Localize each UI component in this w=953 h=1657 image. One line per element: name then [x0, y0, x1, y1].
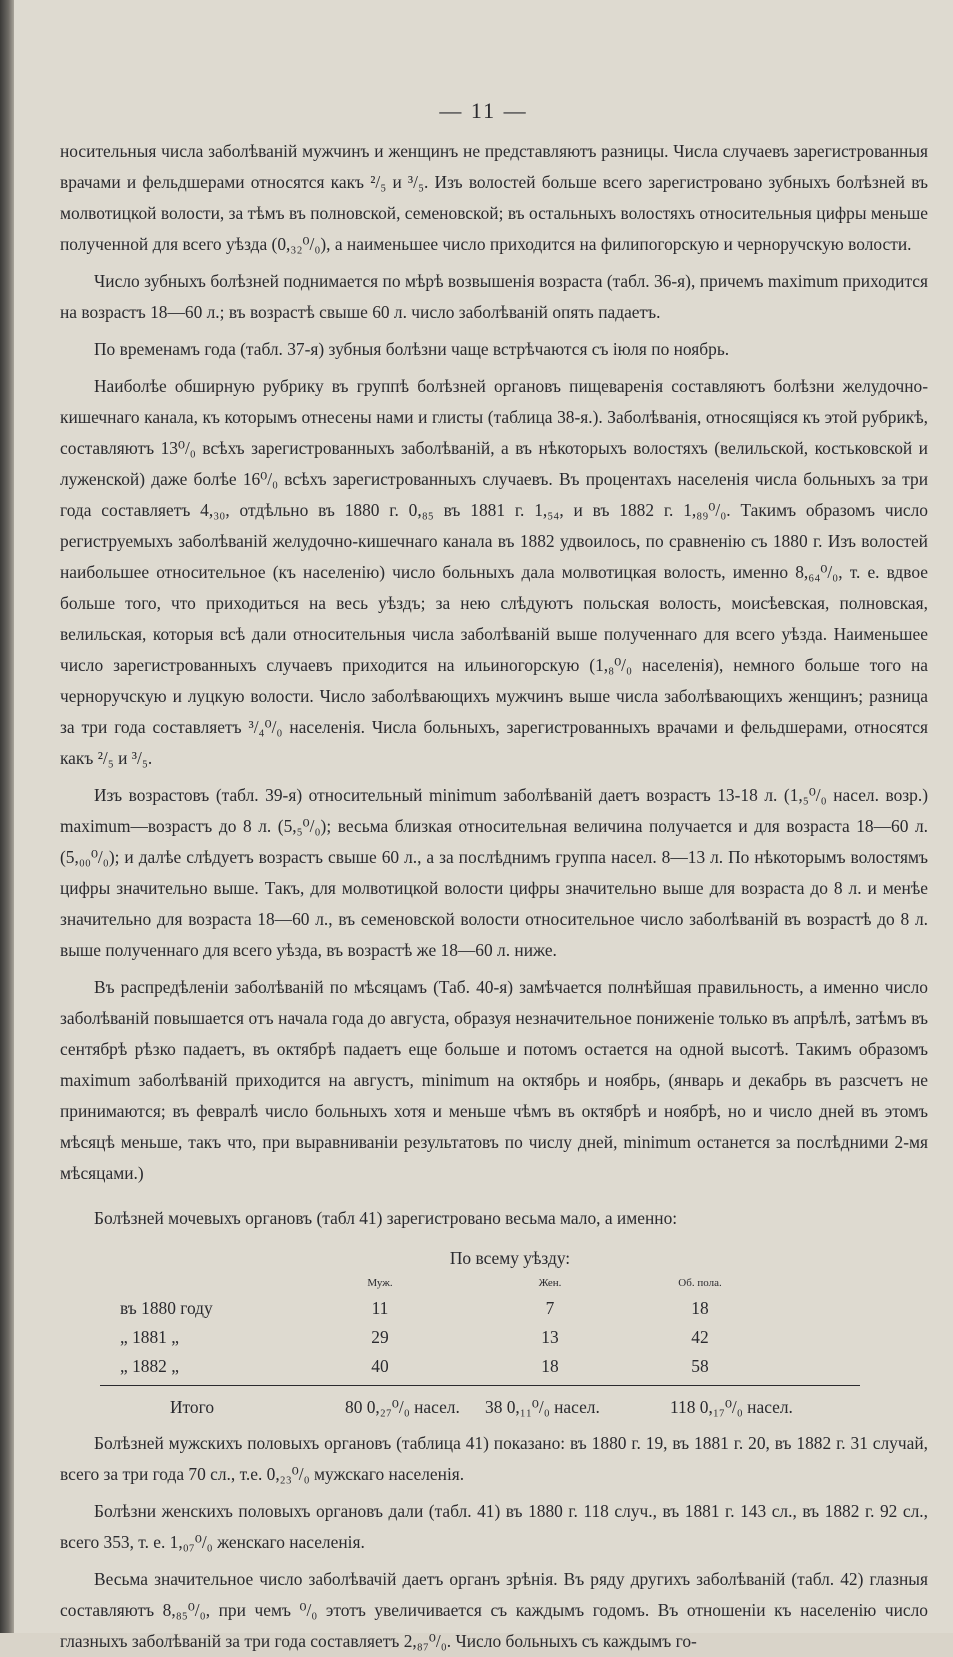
document-page	[14, 0, 953, 1651]
total-all: 118 0,₁₇⁰/₀ насел.	[670, 1397, 793, 1417]
paragraph: Наиболѣе обширную рубрику въ группѣ болѣзней органовъ пищеваренія составляютъ болѣзни желудочно-кишечнаго канала, къ которымъ отнесены нами и глисты (таблица 38-я.). Заболѣванія, относящіяся къ этой рубрикѣ, составляютъ 13⁰/₀ всѣхъ зарегистрованныхъ заболѣваній, а въ нѣкоторыхъ волостяхъ (велильской, костьковской и луженской) даже болѣе 16⁰/₀ всѣхъ зарегистрованныхъ случаевъ. Въ процентахъ населенія числа больныхъ за три года составляетъ 4,₃₀, отдѣльно въ 1880 г. 0,₈₅ въ 1881 г. 1,₅₄, и въ 1882 г. 1,₈₉⁰/₀. Такимъ образомъ число региструемыхъ заболѣваній желудочно-кишечнаго канала въ 1882 удвоилось, по сравненію съ 1880 г. Изъ волостей наибольшее относительное (къ населенію) число больныхъ дала молвотицкая волость, именно 8,₆₄⁰/₀, т. е. вдвое больше того, что приходиться на весь уѣздъ; за нею слѣдуютъ польская волость, моисѣевская, полновская, велильская, которыя всѣ дали относительныя числа заболѣваній выше полученнаго для всего уѣзда. Наименьшее число зарегистрованныхъ случаевъ приходится на ильиногорскую (1,₈⁰/₀ населенія), немного больше того на черноручскую и луцкую волости. Число заболѣвающихъ мужчинъ выше числа заболѣвающихъ женщинъ; разница за три года составляетъ ³/₄⁰/₀ населенія. Числа больныхъ, зарегистрованныхъ врачами и фельдшерами, относятся какъ ²/₅ и ³/₅.	[60, 376, 928, 768]
table-rule	[100, 1385, 860, 1386]
column-header: Муж.	[367, 1277, 393, 1289]
paragraph: Изъ возрастовъ (табл. 39-я) относительный minimum заболѣваній даетъ возрастъ 13-18 л. (1,₅⁰/₀ насел. возр.) maximum—возрастъ до 8 л. (5,₅⁰/₀); весьма близкая относительная величина получается и для возраста 18—60 л. (5,₀₀⁰/₀); и далѣе слѣдуетъ возрастъ свыше 60 л., а за послѣднимъ группа насел. 8—13 л. По нѣкоторымъ волостямъ цифры значительно выше. Такъ, для молвотицкой волости цифры значительно выше для возраста до 8 л. и менѣе значительно для возраста 18—60 л., въ семеновской волости относительное число заболѣваній въ возрастѣ до 8 л. выше полученнаго для всего уѣзда, въ возрастѣ же 18—60 л. ниже.	[60, 785, 928, 960]
cell-male: 29	[371, 1327, 389, 1347]
table-header-row	[100, 1272, 860, 1294]
total-female: 38 0,₁₁⁰/₀ насел.	[485, 1397, 600, 1417]
paragraph: Болѣзней мужскихъ половыхъ органовъ (таблица 41) показано: въ 1880 г. 19, въ 1881 г. 20, въ 1882 г. 31 случай, всего за три года 70 сл., т.е. 0,₂₃⁰/₀ мужскаго населенія.	[60, 1433, 928, 1484]
body-text	[60, 136, 928, 1657]
book-binding-edge	[0, 0, 14, 1633]
column-header: Об. пола.	[678, 1277, 722, 1289]
page-number: — 11 —	[439, 98, 528, 123]
cell-total: 42	[691, 1327, 709, 1347]
urinary-disease-table	[100, 1244, 860, 1422]
cell-female: 18	[541, 1356, 559, 1376]
cell-total: 58	[691, 1356, 709, 1376]
paragraph: Болѣзней мочевыхъ органовъ (табл 41) зарегистровано весьма мало, а именно:	[94, 1208, 678, 1228]
cell-total: 18	[691, 1298, 709, 1318]
row-label: „ 1881 „	[120, 1327, 179, 1347]
table-row	[100, 1352, 860, 1381]
table-row	[100, 1294, 860, 1323]
paragraph: Весьма значительное число заболѣвачій даетъ органъ зрѣнія. Въ ряду другихъ заболѣваній (табл. 42) глазныя составляютъ 8,₈₅⁰/₀, при чемъ ⁰/₀ этотъ увеличивается съ каждымъ годомъ. Въ отношеніи къ населенію число глазныхъ заболѣваній за три года составляетъ 2,₈₇⁰/₀. Число больныхъ съ каждымъ го-	[60, 1569, 928, 1651]
paragraph: носительныя числа заболѣваній мужчинъ и женщинъ не представляютъ разницы. Числа случаевъ зарегистрованныя врачами и фельдшерами относятся какъ ²/₅ и ³/₅. Изъ волостей больше всего зарегистровано зубныхъ болѣзней въ молвотицкой волости, за тѣмъ въ полновской, семеновской; въ остальныхъ волостяхъ относительныя цифры меньше полученной для всего уѣзда (0,₃₂⁰/₀), а наименьшее число приходится на филипогорскую и черноручскую волости.	[60, 141, 928, 254]
table-total-row	[100, 1392, 860, 1422]
total-male: 80 0,₂₇⁰/₀ насел.	[345, 1397, 460, 1417]
paragraph: Число зубныхъ болѣзней поднимается по мѣрѣ возвышенія возраста (табл. 36-я), причемъ maximum приходится на возрастъ 18—60 л.; въ возрастѣ свыше 60 л. число заболѣваній опять падаетъ.	[60, 271, 928, 322]
cell-male: 40	[371, 1356, 389, 1376]
paragraph: Болѣзни женскихъ половыхъ органовъ дали (табл. 41) въ 1880 г. 118 случ., въ 1881 г. 143 сл., въ 1882 г. 92 сл., всего 353, т. е. 1,₀₇⁰/₀ женскаго населенія.	[60, 1501, 928, 1552]
cell-male: 11	[371, 1298, 389, 1318]
cell-female: 13	[541, 1327, 559, 1347]
row-label: въ 1880 году	[120, 1298, 213, 1318]
table-caption: По всему уѣзду:	[449, 1248, 571, 1268]
column-header: Жен.	[538, 1277, 562, 1289]
paragraph: Въ распредѣленіи заболѣваній по мѣсяцамъ (Таб. 40-я) замѣчается полнѣйшая правильность, а именно число заболѣваній повышается отъ начала года до августа, образуя незначительное пониженіе только въ апрѣлѣ, затѣмъ въ сентябрѣ рѣзко падаетъ, въ октябрѣ падаетъ еще больше и потомъ остается на одной высотѣ. Такимъ образомъ maximum заболѣваній приходится на августъ, minimum на октябрь и ноябрь, (январь и декабрь въ разсчетъ не принимаются; въ февралѣ число больныхъ хотя и меньше чѣмъ въ октябрѣ и ноябрѣ, но и число дней въ этомъ мѣсяцѣ меньше, такъ что, при выравниваніи результатовъ по числу дней, minimum останется за послѣдними 2-мя мѣсяцами.)	[60, 977, 928, 1183]
total-label: Итого	[170, 1397, 215, 1417]
table-row	[100, 1323, 860, 1352]
row-label: „ 1882 „	[120, 1356, 179, 1376]
paragraph: По временамъ года (табл. 37-я) зубныя болѣзни чаще встрѣчаются съ іюля по ноябрь.	[94, 339, 730, 359]
cell-female: 7	[545, 1298, 555, 1318]
